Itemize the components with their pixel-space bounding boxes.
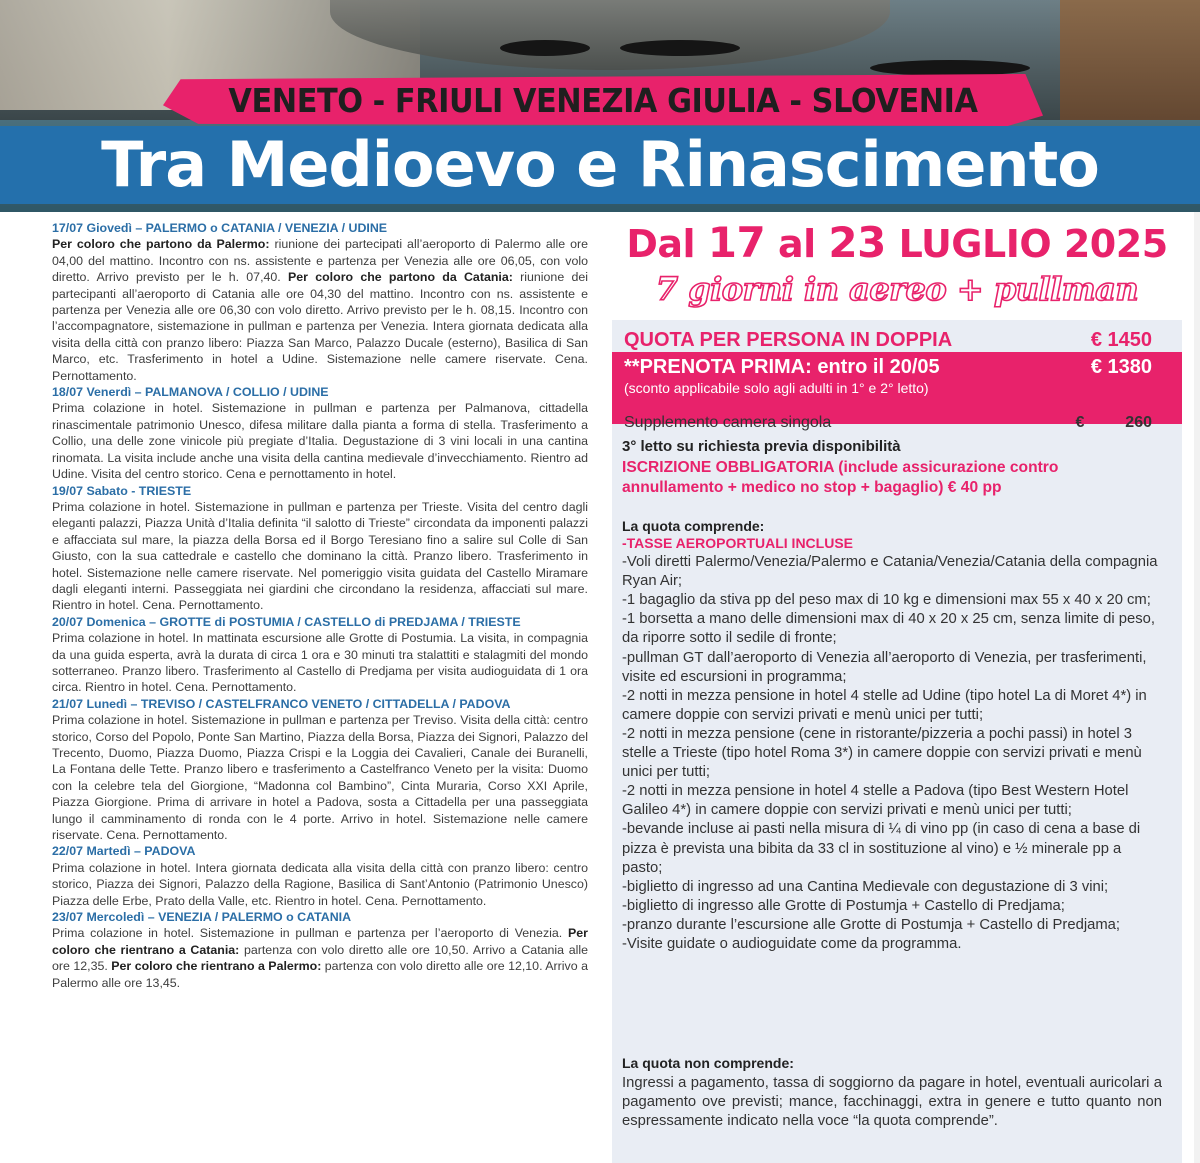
single-currency: € [1075,414,1085,431]
prenota-amount: € 1380 [1090,355,1152,378]
day-text: Prima colazione in hotel. Sistemazione in pullman e partenza per Trieste. Visita del centro dagli eleganti palazzi, Piazza Unità d’Italia definita “il salotto di Trieste” circondata da imponenti palazzi e affacciata sul mare, la piazza della Borsa ed il Borgo Teresiano fino a salire sul Colle di San Giusto, con la sua cattedrale e castello che dominano la città. Pranzo libero. Trasferimento in hotel. Sistemazione nelle camere riservate. Nel pomeriggio visita guidata del Castello Miramare dagli eleganti interni. Passeggiata nei giardini che circondano la residenza, affacciati sul mare. Rientro in hotel. Cena. Pernottamento. [52,499,588,613]
includes-list [622,534,1160,954]
includes-item: -biglietto di ingresso ad una Cantina Medievale con degustazione di 3 vini; [622,878,1109,895]
day-text: riunione dei partecipati all’aeroporto di Palermo alle ore 04,00 del mattino. Incontro con ns. assistente e partenza per Venezia alle ore 06,05, con volo diretto. Arrivo previsto per le h. 07,40. [52,237,588,285]
day-subheading: Per coloro che rientrano a Palermo: [111,959,322,974]
includes-item: -Voli diretti Palermo/Venezia/Palermo e Catania/Venezia/Catania della compagnia Ryan Air; [622,554,1158,590]
single-supplement-row [624,414,1152,432]
price-panel [612,320,1182,1163]
gondola [620,40,740,56]
includes-item: -pranzo durante l’escursione alle Grotte di Postumja + Castello di Predjama; [622,916,1121,933]
day-text: partenza con volo diretto alle ore 12,10. Arrivo a Palermo alle ore 13,45. [52,959,588,990]
includes-title: La quota comprende: [622,518,765,534]
includes-item: -pullman GT dall’aeroporto di Venezia all’aeroporto di Venezia, per trasferimenti, visite ed escursioni in programma; [622,649,1147,685]
third-bed-note: 3° letto su richiesta previa disponibilità [622,438,901,455]
day-text: Prima colazione in hotel. Intera giornata dedicata alla visita della città con pranzo libero: centro storico, Piazza dei Signori, Palazzo della Ragione, Basilica di Sant’Antonio (Patrimonio Unesco) Piazza delle Erbe, Prato della Valle, etc. Rientro in hotel. Cena. Pernottamento. [52,860,588,908]
includes-highlight: -TASSE AEROPORTUALI INCLUSE [622,535,854,551]
quota-row [624,328,1152,352]
excludes-text: Ingressi a pagamento, tassa di soggiorno da pagare in hotel, eventuali auricolari a pagamento ove previsti; mance, facchinaggi, extra in genere e tutto quanto non espressamente indicato nella voce “la quota comprende”. [622,1075,1162,1130]
itinerary-day [52,909,588,991]
prenota-row [624,354,1152,380]
includes-item: -1 bagaglio da stiva pp del peso max di 10 kg e dimensioni max 55 x 40 x 20 cm; [622,592,1151,609]
day-heading: 21/07 Lunedì – TREVISO / CASTELFRANCO VENETO / CITTADELLA / PADOVA [52,696,511,711]
date-range [612,218,1182,269]
day-text: Prima colazione in hotel. In mattinata escursione alle Grotte di Postumia. La visita, in compagnia da una guida esperta, avrà la durata di circa 1 ora e 30 minuti tra stalattiti e stalagmiti del mondo sotterraneo. Pranzo libero. Trasferimento al Castello di Predjama per visita audioguidata di 1 ora circa. Rientro in hotel. Cena. Pernottamento. [52,631,588,695]
day-subheading: Per coloro che rientrano a Catania: [52,926,588,957]
quota-amount: € 1450 [1090,328,1152,351]
region-subtitle: VENETO - FRIULI VENEZIA GIULIA - SLOVENIA [228,81,978,120]
scrollbar[interactable] [1194,212,1200,1163]
page-title: Tra Medioevo e Rinascimento [101,128,1099,201]
itinerary-day [52,220,588,384]
single-label: Supplemento camera singola [624,414,832,431]
day-subheading: Per coloro che partono da Palermo: [52,237,270,252]
itinerary-day [52,696,588,844]
trip-type: 7 giorni in aereo + pullman [655,270,1139,308]
day-text: riunione dei partecipanti all’aeroporto di Catania alle ore 04,30 del mattino. Incontro con ns. assistente e partenza per Venezia alle ore 06,30 con volo diretto. Arrivo previsto per le h. 08,15. Incontro con l’accompagnatore, sistemazione in pullman e partenza per Venezia. Intera giornata dedicata alla visita della città con pranzo libero: Piazza San Marco, Palazzo Ducale (esterno), Basilica di San Marco, etc. Trasferimento in hotel a Udine. Sistemazione nelle camere riservate. Cena. Pernottamento. [52,270,588,383]
includes-item: -1 borsetta a mano delle dimensioni max di 40 x 20 x 25 cm, senza limite di peso, da riporre sotto il sedile di fronte; [622,611,1155,647]
single-amount: 260 [1125,414,1152,431]
quota-label: QUOTA PER PERSONA IN DOPPIA [624,328,953,351]
gondola [500,40,590,56]
date-middle: al [777,222,816,266]
itinerary-day [52,843,588,909]
day-subheading: Per coloro che partono da Catania: [288,270,513,285]
includes-item: -2 notti in mezza pensione in hotel 4 stelle a Padova (tipo Best Western Hotel Galileo 4*) in camere doppie con servizi privati e menù unici per tutti; [622,783,1129,819]
day-text: partenza con volo diretto alle ore 10,50. Arrivo a Catania alle ore 12,35. [52,942,589,974]
day-heading: 22/07 Martedì – PADOVA [52,844,196,859]
day-text: Prima colazione in hotel. Sistemazione in pullman e partenza per Treviso. Visita della città: centro storico, Corso del Popolo, Ponte San Martino, Piazza della Borsa, Piazza dei Signori, Palazzo del Trecento, Duomo, Piazza Duomo, Piazza Crispi e la Loggia dei Cavalieri, Canale dei Buranelli, La Fontana delle Tette. Pranzo libero e trasferimento a Castelfranco Veneto per la visita: Duomo con la celebre tela del Giorgione, “Madonna col Bambino”, Cinta Muraria, Corso XXI Aprile, Piazza Giorgione. Prima di arrivare in hotel a Padova, sosta a Cittadella per una passeggiata lungo il camminamento di ronda con le 4 porte. Arrivo in hotel. Sistemazione nelle camere riservate. Cena. Pernottamento. [52,713,588,843]
registration-fee: ISCRIZIONE OBBLIGATORIA (include assicurazione contro annullamento + medico no stop + bagaglio) € 40 pp [622,459,1059,496]
day-heading: 23/07 Mercoledì – VENEZIA / PALERMO o CATANIA [52,910,352,925]
prenota-note: (sconto applicabile solo agli adulti in 1° e 2° letto) [624,380,929,396]
gondola [870,60,1030,76]
date-month-year: LUGLIO 2025 [898,222,1168,266]
date-from: 17 [707,218,766,267]
itinerary-day [52,614,588,696]
includes-item: -biglietto di ingresso alle Grotte di Postumja + Castello di Predjama; [622,897,1065,914]
itinerary-day [52,384,588,482]
includes-item: -Visite guidate o audioguidate come da programma. [622,935,962,952]
day-text: Prima colazione in hotel. Sistemazione in pullman e partenza per l’aeroporto di Venezia. [52,926,569,941]
itinerary [52,220,588,991]
includes-item: -2 notti in mezza pensione (cene in ristorante/pizzeria a pochi passi) in hotel 3 stelle a Trieste (tipo hotel Roma 3*) in camere doppie con servizi privati e menù unici per tutti; [622,725,1142,781]
day-heading: 20/07 Domenica – GROTTE di POSTUMIA / CASTELLO di PREDJAMA / TRIESTE [52,614,521,629]
day-heading: 18/07 Venerdì – PALMANOVA / COLLIO / UDINE [52,385,329,400]
excludes-title: La quota non comprende: [622,1055,794,1071]
includes-item: -bevande incluse ai pasti nella misura di ¼ di vino pp (in caso di cena a base di pizza è prevista una bibita da 33 cl in sostituzione al vino) e ½ minerale pp a pasto; [622,821,1141,876]
date-to: 23 [828,218,886,267]
date-prefix: Dal [626,222,696,266]
day-heading: 17/07 Giovedì – PALERMO o CATANIA / VENEZIA / UDINE [52,221,388,235]
itinerary-day [52,483,588,614]
trip-dates [612,218,1182,309]
single-price [1075,414,1152,432]
prenota-label: **PRENOTA PRIMA: entro il 20/05 [624,355,940,378]
day-text: Prima colazione in hotel. Sistemazione in pullman e partenza per Palmanova, cittadella rinascimentale patrimonio Unesco, difesa militare dalla pianta a forma di stella. Trasferimento a Collio, una delle zone vinicole più pregiate d’Italia. Degustazione di 3 vini locali in una cantina rinomata. La visita include anche una visita della cantina medievale d’invecchiamento. Rientro ad Udine. Visita del centro storico. Cena e pernottamento in hotel. [52,401,588,482]
day-heading: 19/07 Sabato - TRIESTE [52,483,192,498]
includes-item: -2 notti in mezza pensione in hotel 4 stelle ad Udine (tipo hotel La di Moret 4*) in camere doppie con servizi privati e menù unici per tutti; [622,687,1147,723]
